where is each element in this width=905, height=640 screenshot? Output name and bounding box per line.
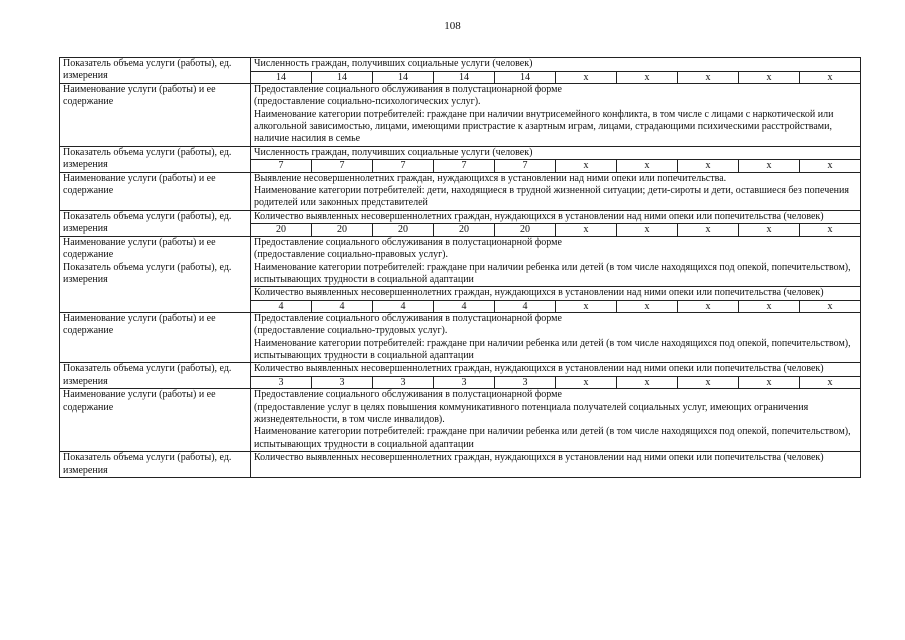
row-text <box>251 210 861 224</box>
value-cell: 3 <box>312 376 373 388</box>
value-cell: 7 <box>434 160 495 172</box>
value-cell: x <box>556 71 617 83</box>
text-line: Количество выявленных несовершеннолетних граждан, нуждающихся в установлении над ними опеки или попечительства (человек) <box>254 210 824 222</box>
row-text <box>251 172 861 210</box>
value-cell: x <box>556 300 617 312</box>
row-text <box>251 389 861 452</box>
row-label <box>60 312 251 363</box>
text-line: Предоставление социального обслуживания в полустационарной форме <box>254 236 562 248</box>
row-text <box>251 146 861 160</box>
value-cell: x <box>800 71 861 83</box>
text-line: Количество выявленных несовершеннолетних граждан, нуждающихся в установлении над ними опеки или попечительства (человек) <box>254 363 824 375</box>
value-cell: x <box>739 376 800 388</box>
row-text <box>251 452 861 478</box>
row-label <box>60 172 251 210</box>
value-cell: 4 <box>312 300 373 312</box>
text-line: Наименование услуги (работы) и ее содержание <box>63 236 216 261</box>
row-label <box>60 146 251 172</box>
text-line: Количество выявленных несовершеннолетних граждан, нуждающихся в установлении над ними опеки или попечительства (человек) <box>254 287 824 299</box>
text-line: Количество выявленных несовершеннолетних граждан, нуждающихся в установлении над ними опеки или попечительства (человек) <box>254 452 824 464</box>
value-cell: 7 <box>373 160 434 172</box>
text-line: (предоставление социально-психологических услуг). <box>254 96 481 108</box>
value-cell: 20 <box>251 224 312 236</box>
value-cell: x <box>556 376 617 388</box>
value-cell: 20 <box>373 224 434 236</box>
value-cell: 3 <box>373 376 434 388</box>
value-cell: x <box>556 160 617 172</box>
row-text <box>251 236 861 287</box>
value-cell: 4 <box>373 300 434 312</box>
row-label <box>60 389 251 452</box>
value-cell: x <box>800 376 861 388</box>
row-label <box>60 83 251 146</box>
value-cell: 7 <box>251 160 312 172</box>
value-cell: x <box>678 160 739 172</box>
row-label <box>60 363 251 389</box>
value-cell: 20 <box>434 224 495 236</box>
text-line: Численность граждан, получивших социальные услуги (человек) <box>254 58 533 69</box>
value-cell: 14 <box>495 71 556 83</box>
value-cell: x <box>800 160 861 172</box>
row-text <box>251 363 861 377</box>
value-cell: 3 <box>495 376 556 388</box>
value-cell: 14 <box>251 71 312 83</box>
value-cell: x <box>678 71 739 83</box>
value-cell: x <box>739 300 800 312</box>
value-cell: x <box>617 376 678 388</box>
text-line: Показатель объема услуги (работы), ед. измерения <box>63 261 232 285</box>
row-label <box>60 452 251 478</box>
text-line: Наименование услуги (работы) и ее содержание <box>63 389 216 413</box>
value-cell: 14 <box>373 71 434 83</box>
value-cell: 3 <box>251 376 312 388</box>
text-line: Численность граждан, получивших социальные услуги (человек) <box>254 146 533 158</box>
row-label <box>60 58 251 84</box>
text-line: Наименование категории потребителей: граждане при наличии ребенка или детей (в том числе находящихся под опекой, попечительством), испытывающих трудности в социальной адаптации <box>254 261 851 285</box>
value-cell: 4 <box>251 300 312 312</box>
text-line: Наименование услуги (работы) и ее содержание <box>63 312 216 337</box>
text-line: Наименование категории потребителей: граждане при наличии внутрисемейного конфликта, в том числе с лицами с наркотической или алкогольной зависимостью, лицами, имеющими пристрастие к азартным играм, лицами, страдающими психическими расстройствами, наличие насилия в семье <box>254 108 834 145</box>
text-line: Показатель объема услуги (работы), ед. измерения <box>63 452 232 476</box>
text-line: Предоставление социального обслуживания в полустационарной форме <box>254 312 562 324</box>
text-line: Наименование категории потребителей: граждане при наличии ребенка или детей (в том числе находящихся под опекой, попечительством), испытывающих трудности в социальной адаптации <box>254 337 851 361</box>
text-line: Наименование категории потребителей: дети, находящиеся в трудной жизненной ситуации; дети-сироты и дети, оставшиеся без попечения родителей или законных представителей <box>254 185 849 209</box>
text-line: (предоставление социально-правовых услуг). <box>254 249 448 261</box>
value-cell: x <box>617 300 678 312</box>
row-text <box>251 287 861 300</box>
text-line: Наименование услуги (работы) и ее содержание <box>63 172 216 197</box>
text-line: Наименование категории потребителей: граждане при наличии ребенка или детей (в том числе находящихся под опекой, попечительством), испытывающих трудности в социальной адаптации <box>254 426 851 450</box>
value-cell: 7 <box>312 160 373 172</box>
value-cell: x <box>678 224 739 236</box>
value-cell: x <box>556 224 617 236</box>
value-cell: 20 <box>312 224 373 236</box>
value-cell: x <box>678 300 739 312</box>
value-cell: x <box>739 160 800 172</box>
value-cell: x <box>739 71 800 83</box>
value-cell: 14 <box>312 71 373 83</box>
row-label <box>60 210 251 236</box>
text-line: Показатель объема услуги (работы), ед. измерения <box>63 146 232 171</box>
value-cell: x <box>617 71 678 83</box>
text-line: Показатель объема услуги (работы), ед. измерения <box>63 363 232 387</box>
value-cell: x <box>800 224 861 236</box>
row-text <box>251 58 861 72</box>
value-cell: 3 <box>434 376 495 388</box>
row-text <box>251 83 861 146</box>
text-line: Показатель объема услуги (работы), ед. измерения <box>63 210 232 235</box>
value-cell: 4 <box>434 300 495 312</box>
page-number: 108 <box>444 20 461 32</box>
value-cell: 14 <box>434 71 495 83</box>
row-text <box>251 312 861 363</box>
text-line: Наименование услуги (работы) и ее содержание <box>63 83 216 108</box>
row-label <box>60 236 251 312</box>
value-cell: x <box>617 224 678 236</box>
text-line: (предоставление социально-трудовых услуг). <box>254 325 448 337</box>
text-line: Предоставление социального обслуживания в полустационарной форме <box>254 83 562 95</box>
value-cell: 7 <box>495 160 556 172</box>
value-cell: 4 <box>495 300 556 312</box>
value-cell: x <box>800 300 861 312</box>
value-cell: 20 <box>495 224 556 236</box>
value-cell: x <box>678 376 739 388</box>
value-cell: x <box>617 160 678 172</box>
text-line: (предоставление услуг в целях повышения коммуникативного потенциала получателей социальных услуг, имеющих ограничения жизнедеятельности, в том числе инвалидов). <box>254 401 809 425</box>
text-line: Показатель объема услуги (работы), ед. измерения <box>63 58 232 82</box>
services-table <box>59 57 861 478</box>
text-line: Выявление несовершеннолетних граждан, нуждающихся в установлении над ними опеки или попечительства. <box>254 172 727 184</box>
value-cell: x <box>739 224 800 236</box>
text-line: Предоставление социального обслуживания в полустационарной форме <box>254 389 562 401</box>
